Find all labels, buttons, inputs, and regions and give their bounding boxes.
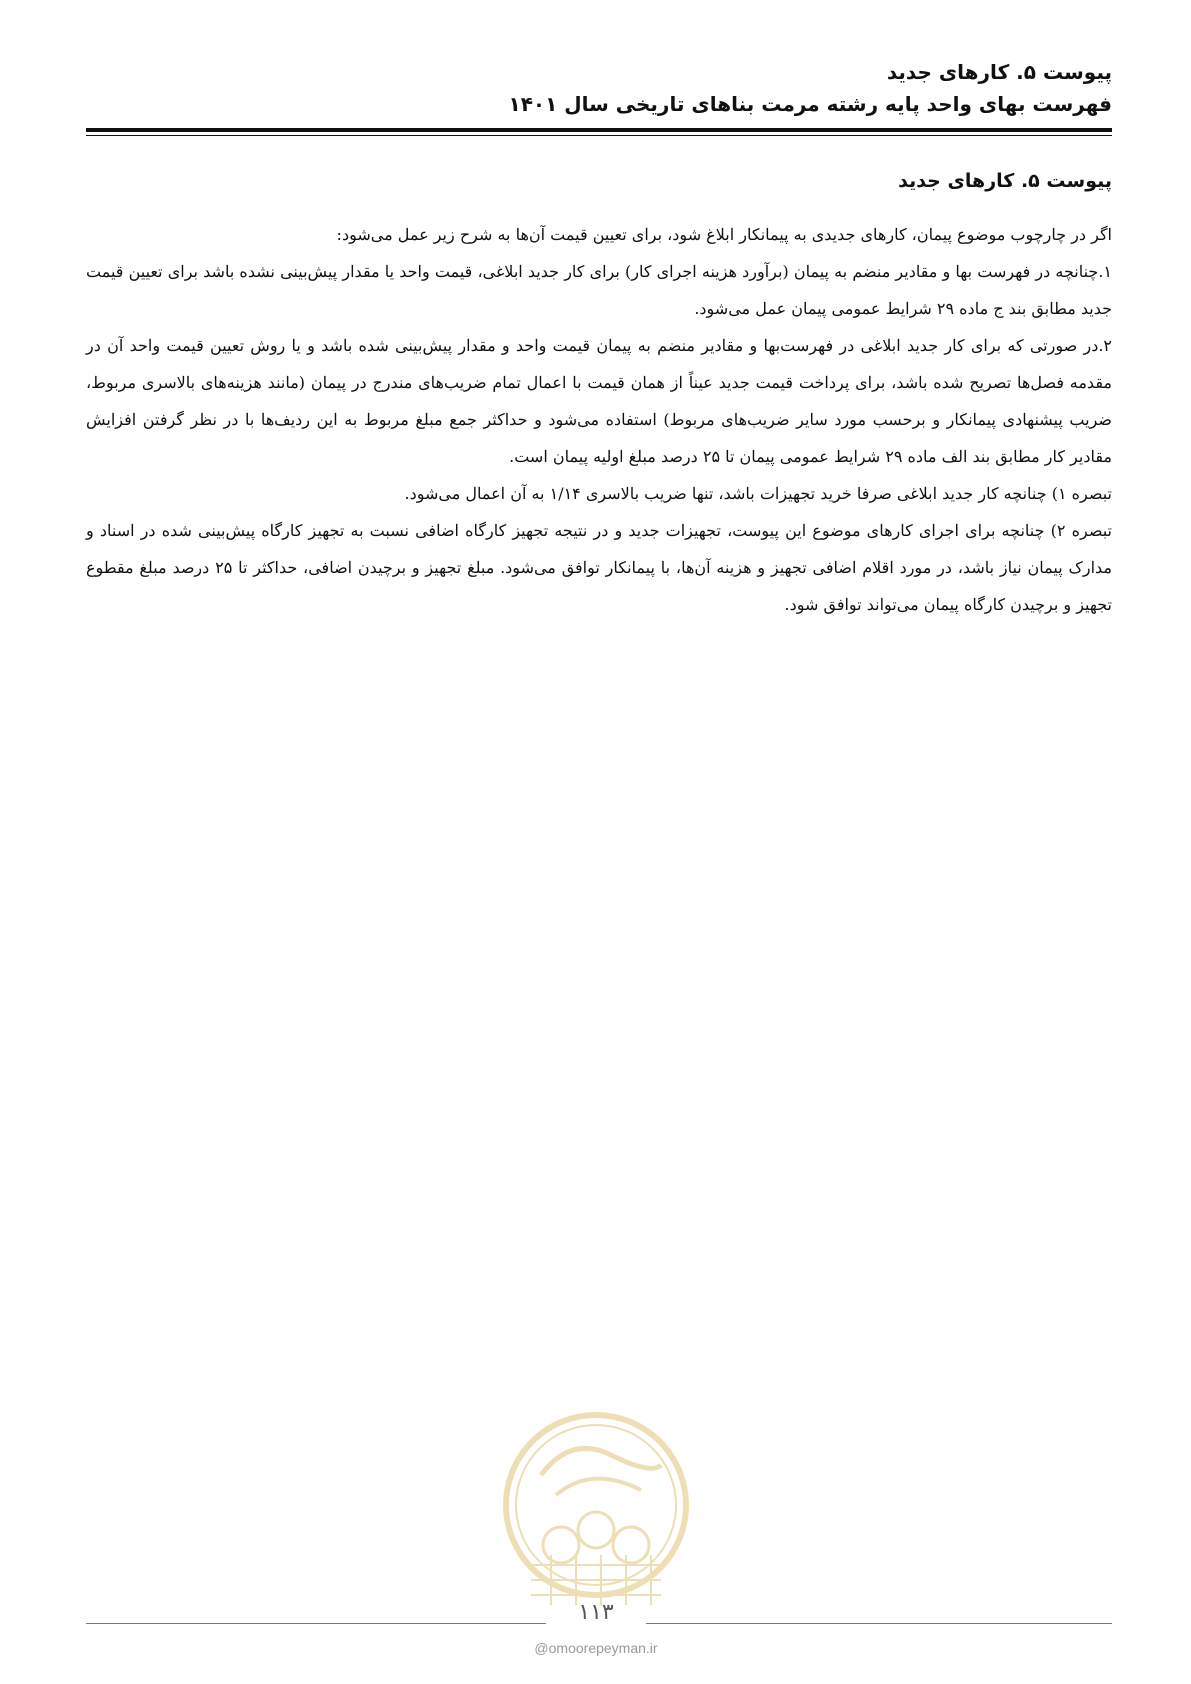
paragraph-note-1: تبصره ۱) چنانچه کار جدید ابلاغی صرفا خرید تجهیزات باشد، تنها ضریب بالاسری ۱/۱۴ به آن اعمال می‌شود. [404, 484, 1112, 503]
footer-rule-left [86, 1623, 546, 1624]
header-annex-title: پیوست ۵. کارهای جدید [886, 60, 1112, 84]
paragraph-item-2: ۲.در صورتی که برای کار جدید ابلاغی در فهرست‌بها و مقادیر منضم به پیمان قیمت واحد و مقدار پیش‌بینی شده باشد و یا روش تعیین قیمت واحد آن در مقدمه فصل‌ها تصریح شده باشد، برای پرداخت قیمت جدید عیناً از همان قیمت با اعمال تمام ضریب‌های مندرج در پیمان (مانند هزینه‌های بالاسری مربوط، ضریب پیشنهادی پیمانکار و برحسب مورد سایر ضریب‌های مربوط) استفاده می‌شود و حداکثر جمع مبلغ مربوط به این ردیف‌ها با در نظر گرفتن افزایش مقادیر کار مطابق بند الف ماده ۲۹ شرایط عمومی پیمان تا ۲۵ درصد مبلغ اولیه پیمان است. [86, 336, 1113, 466]
paragraph-note-2: تبصره ۲) چنانچه برای اجرای کارهای موضوع این پیوست، تجهیزات جدید و در نتیجه تجهیز کارگاه اضافی نسبت به تجهیز کارگاه پیش‌بینی شده در اسناد و مدارک پیمان نیاز باشد، در مورد اقلام اضافی تجهیز و هزینه آن‌ها، با پیمانکار توافق می‌شود. مبلغ تجهیز و برچیدن اضافی، حداکثر تا ۲۵ درصد مبلغ مقطوع تجهیز و برچیدن کارگاه پیمان می‌تواند توافق شود. [86, 521, 1112, 614]
header-rule-thin [86, 135, 1112, 136]
footer-website: @omoorepeyman.ir [534, 1640, 658, 1656]
header-rule-thick [86, 128, 1112, 132]
footer-rule-right [646, 1623, 1112, 1624]
paragraph-item-1: ۱.چنانچه در فهرست بها و مقادیر منضم به پیمان (برآورد هزینه اجرای کار) برای کار جدید ابلاغی، قیمت واحد یا مقدار پیش‌بینی نشده باشد برای تعیین قیمت جدید مطابق بند ج ماده ۲۹ شرایط عمومی پیمان عمل می‌شود. [86, 262, 1112, 318]
page-header [86, 56, 1112, 120]
header-document-title: فهرست بهای واحد پایه رشته مرمت بناهای تاریخی سال ۱۴۰۱ [508, 92, 1112, 116]
body-text [86, 216, 1112, 623]
paragraph-intro: اگر در چارچوب موضوع پیمان، کارهای جدیدی به پیمانکار ابلاغ شود، برای تعیین قیمت آن‌ها به شرح زیر عمل می‌شود: [336, 225, 1112, 244]
section-title: پیوست ۵. کارهای جدید [898, 170, 1112, 192]
watermark-seal-icon [501, 1405, 691, 1615]
page-number: ۱۱۳ [578, 1600, 614, 1625]
